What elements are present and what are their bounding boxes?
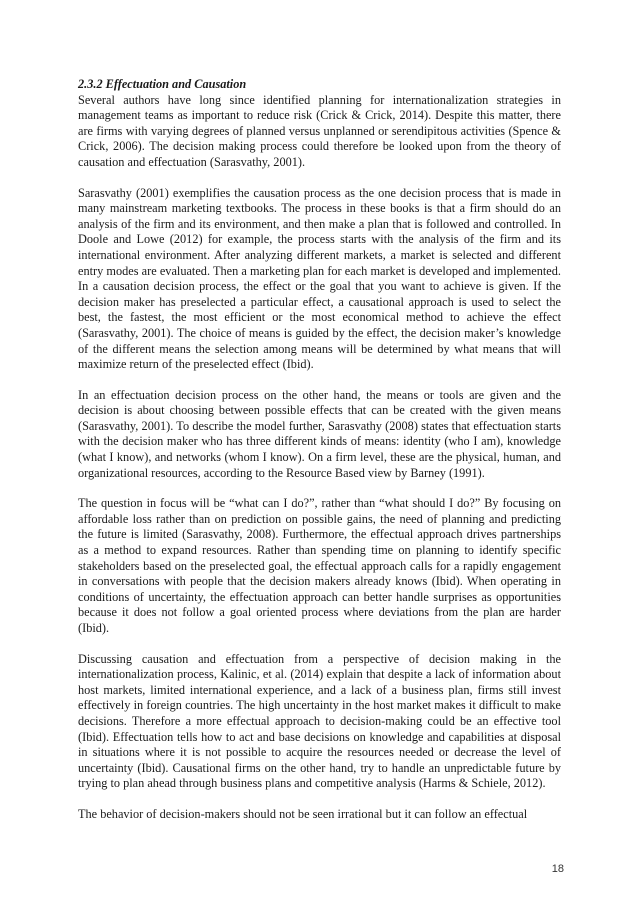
page-content xyxy=(78,77,561,838)
section-heading: 2.3.2 Effectuation and Causation xyxy=(78,77,247,91)
paragraph: The question in focus will be “what can I do?”, rather than “what should I do?” By focusing on affordable loss rather than on prediction on possible gains, the need of planning and predicting the future is limited (Sarasvathy, 2008). Furthermore, the effectual approach drives partnerships as a method to expand resources. Rather than spending time on planning to identify specific stakeholders based on the preselected goal, the effectual approach calls for a rapidly engagement in conversations with people that the decision makers already knows (Ibid). When operating in conditions of uncertainty, the effectuation approach can better handle surprises as opportunities because it does not follow a goal oriented process where deviations from the plan are harder (Ibid). xyxy=(78,496,561,635)
paragraph: In an effectuation decision process on the other hand, the means or tools are given and the decision is about choosing between possible effects that can be created with the given means (Sarasvathy, 2001). To describe the model further, Sarasvathy (2008) states that effectuation starts with the decision maker who has three different kinds of means: identity (who I am), knowledge (what I know), and networks (whom I know). On a firm level, these are the physical, human, and organizational resources, according to the Resource Based view by Barney (1991). xyxy=(78,387,561,480)
paragraph: Sarasvathy (2001) exemplifies the causation process as the one decision process that is made in many mainstream marketing textbooks. The process in these books is that a firm should do an analysis of the firm and its environment, and then make a plan that is followed and controlled. In Doole and Lowe (2012) for example, the process starts with the analysis of the firm and its international environment. After analyzing different markets, a market is selected and different entry modes are evaluated. Then a marketing plan for each market is developed and implemented. In a causation decision process, the effect or the goal that you want to achieve is given. If the decision maker has preselected a particular effect, a causational approach is used to select the best, the fastest, the most efficient or the most economical method to achieve the effect (Sarasvathy, 2001). The choice of means is guided by the effect, the decision maker’s knowledge of the different means the selection among means will be determined by what means that will maximize return of the preselected effect (Ibid). xyxy=(78,185,561,372)
paragraph: Discussing causation and effectuation from a perspective of decision making in the internationalization process, Kalinic, et al. (2014) explain that despite a lack of information about host markets, limited international experience, and a lack of a business plan, firms still invest effectively in foreign countries. The high uncertainty in the host market makes it difficult to make decisions. Therefore a more effectual approach to decision-making could be an effective tool (Ibid). Effectuation tells how to act and base decisions on knowledge and capabilities at disposal in situations where it is not possible to acquire the resources needed or decrease the level of uncertainty (Ibid). Causational firms on the other hand, try to handle an unpredictable future by trying to plan ahead through business plans and competitive analysis (Harms & Schiele, 2012). xyxy=(78,651,561,791)
paragraph: Several authors have long since identified planning for internationalization strategies in management teams as important to reduce risk (Crick & Crick, 2014). Despite this matter, there are firms with varying degrees of planned versus unplanned or serendipitous activities (Spence & Crick, 2006). The decision making process could therefore be looked upon from the theory of causation and effectuation (Sarasvathy, 2001). xyxy=(78,92,561,169)
page-number: 18 xyxy=(551,863,564,875)
paragraph: The behavior of decision-makers should not be seen irrational but it can follow an effectual xyxy=(78,806,528,821)
